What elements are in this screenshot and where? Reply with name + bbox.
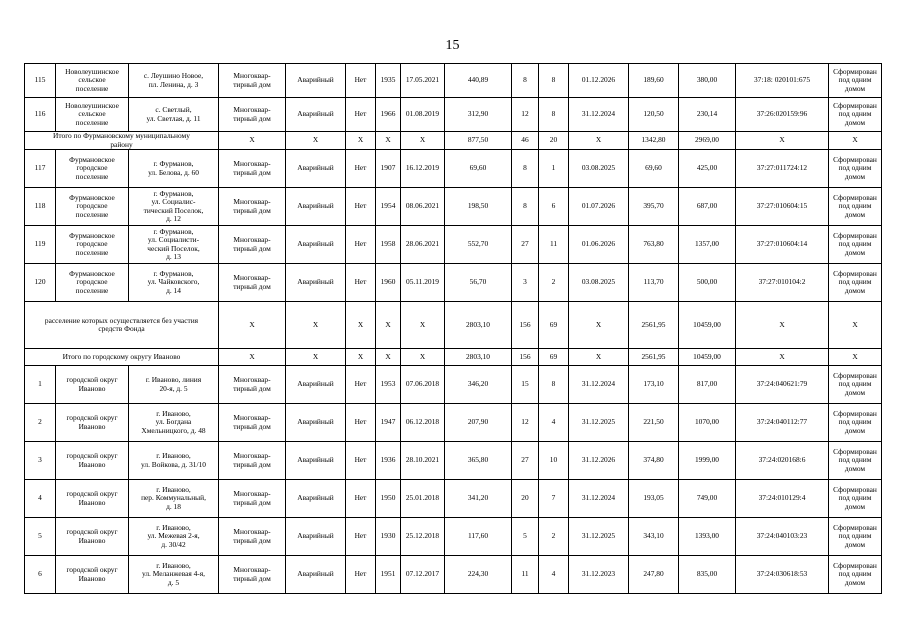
table-cell: Многоквар- тирный дом [219,188,286,226]
table-cell: 120 [25,264,56,302]
table-cell: Х [401,132,445,150]
table-cell: Сформирован под одним домом [829,188,882,226]
table-cell: 763,80 [629,226,679,264]
table-cell: 4 [539,404,569,442]
table-cell: Многоквар- тирный дом [219,442,286,480]
table-cell: 877,50 [445,132,512,150]
table-cell: 115 [25,64,56,98]
table-cell: 37:27:011724:12 [736,150,829,188]
table-row [25,556,882,594]
page-number: 15 [445,38,460,53]
table-cell: 03.08.2025 [569,264,629,302]
table-cell: Аварийный [286,188,346,226]
table-cell: 31.12.2023 [569,556,629,594]
table-cell: городской округ Иваново [56,518,129,556]
table-row [25,98,882,132]
table-cell: 500,00 [679,264,736,302]
table-cell: 28.06.2021 [401,226,445,264]
table-cell: 07.06.2018 [401,366,445,404]
table-cell: 2561,95 [629,302,679,349]
table-cell: г. Иваново, ул. Войкова, д. 31/10 [129,442,219,480]
table-cell: Сформирован под одним домом [829,98,882,132]
table-cell: 37:27:010104:2 [736,264,829,302]
table-cell: Нет [346,188,376,226]
table-cell: 221,50 [629,404,679,442]
table-cell: 11 [539,226,569,264]
table-cell: 120,50 [629,98,679,132]
table-cell: 113,70 [629,264,679,302]
table-cell: 1935 [376,64,401,98]
table-cell: 8 [539,98,569,132]
table-cell: Многоквар- тирный дом [219,556,286,594]
table-row [25,264,882,302]
table-row [25,226,882,264]
table-cell: Х [569,349,629,366]
table-cell: 5 [25,518,56,556]
table-cell: Нет [346,556,376,594]
table-cell: Х [829,302,882,349]
table-cell: 05.11.2019 [401,264,445,302]
table-cell: 8 [512,188,539,226]
table-cell: Х [286,132,346,150]
table-cell: Нет [346,442,376,480]
table-cell: Нет [346,264,376,302]
table-cell: 31.12.2024 [569,366,629,404]
table-row [25,442,882,480]
table-cell: г. Фурманов, ул. Белова, д. 60 [129,150,219,188]
table-cell: 749,00 [679,480,736,518]
table-cell: 817,00 [679,366,736,404]
table-cell: Аварийный [286,264,346,302]
table-cell: 37:27:010604:14 [736,226,829,264]
table-cell: Х [736,302,829,349]
table-cell: 12 [512,98,539,132]
table-cell: 25.12.2018 [401,518,445,556]
table-cell: г. Иваново, линия 20-я, д. 5 [129,366,219,404]
table-cell: 69,60 [445,150,512,188]
table-cell: 116 [25,98,56,132]
table-cell: 37:24:010129:4 [736,480,829,518]
table-cell: 4 [25,480,56,518]
table-cell: Нет [346,480,376,518]
table-cell: 1947 [376,404,401,442]
table-cell: г. Фурманов, ул. Социалисти- ческий Поселок, д. 13 [129,226,219,264]
table-cell: 15 [512,366,539,404]
table-cell: 1936 [376,442,401,480]
table-cell: Сформирован под одним домом [829,366,882,404]
table-cell: 10459,00 [679,302,736,349]
table-cell: 37:18: 020101:675 [736,64,829,98]
table-cell: Х [401,302,445,349]
table-cell: 835,00 [679,556,736,594]
table-cell: 1960 [376,264,401,302]
table-cell: г. Иваново, пер. Коммунальный, д. 18 [129,480,219,518]
table-cell: Новолеушинское сельское поселение [56,98,129,132]
table-cell: Х [736,132,829,150]
table-cell: 8 [512,150,539,188]
table-body [25,64,882,594]
table-cell: 425,00 [679,150,736,188]
table-cell: 28.10.2021 [401,442,445,480]
table-cell: 8 [539,64,569,98]
table-cell: 6 [539,188,569,226]
table-row [25,64,882,98]
table-cell: 37:24:040103:23 [736,518,829,556]
table-cell: 1393,00 [679,518,736,556]
table-cell: 37:24:020168:6 [736,442,829,480]
table-cell: 687,00 [679,188,736,226]
table-cell: Х [401,349,445,366]
total-label: Итого по Фурмановскому муниципальному району [25,132,219,150]
table-cell: 2 [25,404,56,442]
table-cell: Сформирован под одним домом [829,442,882,480]
table-cell: городской округ Иваново [56,404,129,442]
table-cell: Х [346,132,376,150]
table-cell: 37:24:040621:79 [736,366,829,404]
table-cell: 117,60 [445,518,512,556]
table-cell: 247,80 [629,556,679,594]
table-cell: 69 [539,349,569,366]
table-cell: Аварийный [286,226,346,264]
table-cell: 1 [539,150,569,188]
table-cell: 440,89 [445,64,512,98]
table-cell: Сформирован под одним домом [829,518,882,556]
table-cell: 189,60 [629,64,679,98]
table-cell: 6 [25,556,56,594]
table-cell: 08.06.2021 [401,188,445,226]
table-cell: 10 [539,442,569,480]
table-cell: Нет [346,404,376,442]
table-cell: Фурмановское городское поселение [56,150,129,188]
table-row [25,150,882,188]
table-cell: 56,70 [445,264,512,302]
table-cell: 552,70 [445,226,512,264]
table-cell: 31.12.2026 [569,442,629,480]
table-cell: 374,80 [629,442,679,480]
table-cell: Нет [346,64,376,98]
table-cell: 230,14 [679,98,736,132]
table-cell: 118 [25,188,56,226]
table-cell: г. Фурманов, ул. Социалис- тический Поселок, д. 12 [129,188,219,226]
table-cell: Фурмановское городское поселение [56,226,129,264]
table-cell: 37:26:020159:96 [736,98,829,132]
table-cell: 1357,00 [679,226,736,264]
total-row [25,349,882,366]
table-cell: г. Иваново, ул. Богдана Хмельницкого, д. 48 [129,404,219,442]
table-cell: 395,70 [629,188,679,226]
table-cell: Х [736,349,829,366]
table-cell: 8 [539,366,569,404]
table-cell: Х [376,349,401,366]
table-cell: Многоквар- тирный дом [219,480,286,518]
table-cell: 1954 [376,188,401,226]
table-cell: 2803,10 [445,349,512,366]
table-cell: Нет [346,150,376,188]
table-cell: г. Фурманов, ул. Чайковского, д. 14 [129,264,219,302]
table-cell: 119 [25,226,56,264]
table-cell: 1070,00 [679,404,736,442]
table-cell: Нет [346,226,376,264]
table-row [25,188,882,226]
table-cell: 1966 [376,98,401,132]
table-cell: Аварийный [286,366,346,404]
table-cell: 69 [539,302,569,349]
table-cell: г. Иваново, ул. Меланжевая 4-я, д. 5 [129,556,219,594]
table-cell: 4 [539,556,569,594]
table-cell: 37:24:040112:77 [736,404,829,442]
table-cell: Х [569,302,629,349]
table-cell: Многоквар- тирный дом [219,64,286,98]
table-cell: Фурмановское городское поселение [56,188,129,226]
table-cell: 27 [512,226,539,264]
table-cell: 37:24:030618:53 [736,556,829,594]
table-cell: 10459,00 [679,349,736,366]
table-cell: Сформирован под одним домом [829,264,882,302]
table-cell: Многоквар- тирный дом [219,518,286,556]
table-cell: 07.12.2017 [401,556,445,594]
table-cell: Аварийный [286,98,346,132]
table-cell: 2 [539,518,569,556]
table-cell: 2 [539,264,569,302]
table-cell: 3 [25,442,56,480]
table-cell: 173,10 [629,366,679,404]
table-cell: Аварийный [286,404,346,442]
table-cell: 31.12.2025 [569,404,629,442]
table-cell: 1342,80 [629,132,679,150]
table-cell: Многоквар- тирный дом [219,150,286,188]
table-cell: 16.12.2019 [401,150,445,188]
table-cell: Сформирован под одним домом [829,556,882,594]
table-cell: Нет [346,518,376,556]
table-cell: Сформирован под одним домом [829,150,882,188]
table-cell: городской округ Иваново [56,480,129,518]
table-cell: Х [219,349,286,366]
table-cell: 156 [512,349,539,366]
table-cell: 207,90 [445,404,512,442]
housing-registry-table [24,63,882,594]
table-cell: 37:27:010604:15 [736,188,829,226]
table-cell: Фурмановское городское поселение [56,264,129,302]
table-cell: 31.12.2024 [569,480,629,518]
table-cell: 1958 [376,226,401,264]
table-cell: 2561,95 [629,349,679,366]
table-cell: 5 [512,518,539,556]
table-cell: Многоквар- тирный дом [219,264,286,302]
table-cell: 31.12.2024 [569,98,629,132]
total-label: расселение которых осуществляется без участия средств Фонда [25,302,219,349]
table-cell: Сформирован под одним домом [829,404,882,442]
table-cell: 224,30 [445,556,512,594]
table-cell: 01.12.2026 [569,64,629,98]
table-cell: городской округ Иваново [56,442,129,480]
table-cell: 01.06.2026 [569,226,629,264]
table-cell: Х [286,349,346,366]
table-cell: 117 [25,150,56,188]
table-cell: Сформирован под одним домом [829,64,882,98]
table-cell: 346,20 [445,366,512,404]
table-cell: Х [376,302,401,349]
table-cell: Нет [346,98,376,132]
table-cell: 20 [512,480,539,518]
table-cell: Х [286,302,346,349]
table-cell: Х [376,132,401,150]
table-cell: 01.08.2019 [401,98,445,132]
table-cell: 193,05 [629,480,679,518]
total-label: Итого по городскому округу Иваново [25,349,219,366]
table-cell: 380,00 [679,64,736,98]
table-cell: Х [346,349,376,366]
table-cell: Многоквар- тирный дом [219,404,286,442]
table-cell: 156 [512,302,539,349]
table-cell: городской округ Иваново [56,556,129,594]
table-cell: 7 [539,480,569,518]
table-cell: Аварийный [286,64,346,98]
table-cell: Х [219,132,286,150]
table-cell: 25.01.2018 [401,480,445,518]
table-cell: 12 [512,404,539,442]
table-cell: г. Иваново, ул. Межевая 2-я, д. 30/42 [129,518,219,556]
table-cell: Новолеушинское сельское поселение [56,64,129,98]
table-cell: с. Светлый, ул. Светлая, д. 11 [129,98,219,132]
table-cell: Х [569,132,629,150]
table-cell: 1953 [376,366,401,404]
table-cell: Аварийный [286,442,346,480]
table-cell: 2969,00 [679,132,736,150]
table-cell: 198,50 [445,188,512,226]
table-cell: 27 [512,442,539,480]
table-cell: Х [829,132,882,150]
table-cell: Многоквар- тирный дом [219,226,286,264]
table-cell: 69,60 [629,150,679,188]
table-cell: 01.07.2026 [569,188,629,226]
table-cell: 3 [512,264,539,302]
table-cell: Х [219,302,286,349]
table-cell: Аварийный [286,518,346,556]
table-cell: 2803,10 [445,302,512,349]
table-cell: 1951 [376,556,401,594]
table-cell: Х [346,302,376,349]
table-cell: 1907 [376,150,401,188]
table-cell: Многоквар- тирный дом [219,366,286,404]
table-cell: 17.05.2021 [401,64,445,98]
table-row [25,366,882,404]
table-cell: 8 [512,64,539,98]
table-cell: 312,90 [445,98,512,132]
table-cell: 343,10 [629,518,679,556]
table-cell: 20 [539,132,569,150]
table-cell: 11 [512,556,539,594]
table-cell: Аварийный [286,150,346,188]
table-cell: Аварийный [286,480,346,518]
table-cell: 46 [512,132,539,150]
table-row [25,480,882,518]
total-row [25,132,882,150]
table-cell: с. Леушино Новое, пл. Ленина, д. 3 [129,64,219,98]
table-cell: Х [829,349,882,366]
table-cell: 06.12.2018 [401,404,445,442]
table-cell: 341,20 [445,480,512,518]
table-cell: 1 [25,366,56,404]
total-row [25,302,882,349]
table-cell: 31.12.2025 [569,518,629,556]
table-cell: городской округ Иваново [56,366,129,404]
table-cell: Сформирован под одним домом [829,226,882,264]
table-cell: 1930 [376,518,401,556]
table-row [25,518,882,556]
table-row [25,404,882,442]
table-cell: 1950 [376,480,401,518]
table-cell: Аварийный [286,556,346,594]
table-cell: 365,80 [445,442,512,480]
table-cell: 1999,00 [679,442,736,480]
table-cell: 03.08.2025 [569,150,629,188]
table-cell: Сформирован под одним домом [829,480,882,518]
table-cell: Многоквар- тирный дом [219,98,286,132]
table-cell: Нет [346,366,376,404]
